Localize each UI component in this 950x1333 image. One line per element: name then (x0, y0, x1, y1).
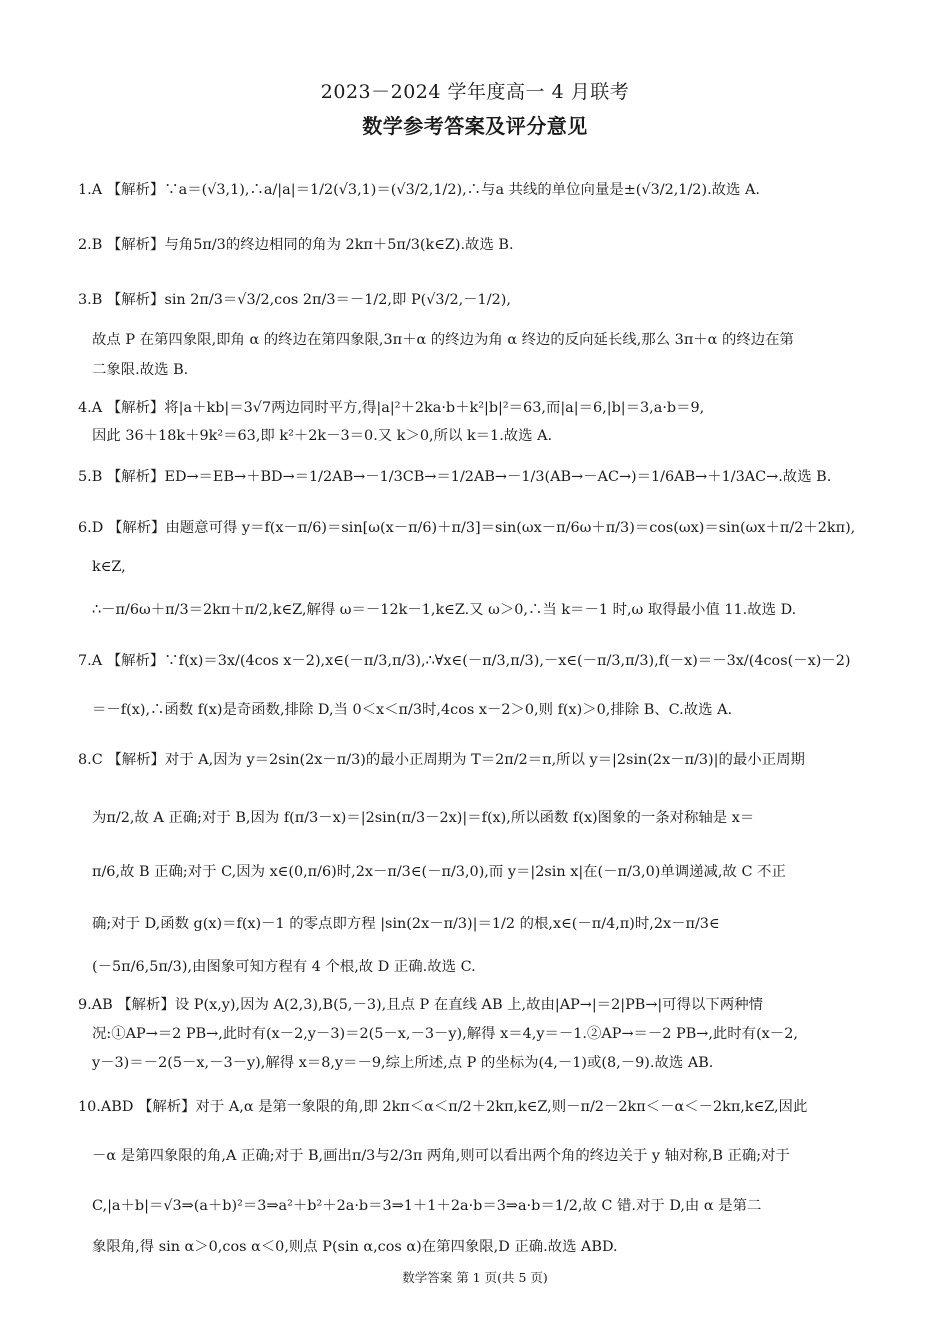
answer-2-line-1: 2.B 【解析】与角5π/3的终边相同的角为 2kπ＋5π/3(k∈Z).故选 B. (78, 237, 514, 253)
answer-4-line-1: 4.A 【解析】将|a＋kb|＝3√7两边同时平方,得|a|²＋2ka·b＋k²|b|²＝63,而|a|＝6,|b|＝3,a·b＝9, (78, 400, 705, 416)
answer-6-line-2: k∈Z, (92, 559, 126, 575)
answer-10-line-3: C,|a＋b|＝√3⇒(a＋b)²＝3⇒a²＋b²＋2a·b＝3⇒1＋1＋2a·b＝3⇒a·b＝1/2,故 C 错.对于 D,由 α 是第二 (92, 1198, 762, 1214)
answer-9-line-1: 9.AB 【解析】设 P(x,y),因为 A(2,3),B(5,－3),且点 P 在直线 AB 上,故由|AP→|＝2|PB→|可得以下两种情 (78, 997, 763, 1013)
answer-3-line-2: 故点 P 在第四象限,即角 α 的终边在第四象限,3π＋α 的终边为角 α 终边的反向延长线,那么 3π＋α 的终边在第 (92, 332, 794, 348)
page-footer: 数学答案 第 1 页(共 5 页) (402, 1270, 548, 1285)
answer-8-line-4: 确;对于 D,函数 g(x)＝f(x)－1 的零点即方程 |sin(2x－π/3)|＝1/2 的根,x∈(－π/4,π)时,2x－π/3∈ (92, 916, 720, 932)
answer-4-line-2: 因此 36＋18k＋9k²＝63,即 k²＋2k－3＝0.又 k＞0,所以 k＝1.故选 A. (92, 428, 553, 444)
answer-10-line-2: －α 是第四象限的角,A 正确;对于 B,画出π/3与2/3π 两角,则可以看出两个角的终边关于 y 轴对称,B 正确;对于 (92, 1148, 790, 1164)
answer-8-line-2: 为π/2,故 A 正确;对于 B,因为 f(π/3－x)＝|2sin(π/3－2x)|＝f(x),所以函数 f(x)图象的一条对称轴是 x＝ (92, 810, 755, 826)
answer-8-line-5: (－5π/6,5π/3),由图象可知方程有 4 个根,故 D 正确.故选 C. (92, 959, 476, 975)
answer-8-line-1: 8.C 【解析】对于 A,因为 y＝2sin(2x－π/3)的最小正周期为 T＝2π/2＝π,所以 y＝|2sin(2x－π/3)|的最小正周期 (78, 752, 805, 768)
answer-5-line-1: 5.B 【解析】ED→＝EB→＋BD→＝1/2AB→－1/3CB→＝1/2AB→－1/3(AB→－AC→)＝1/6AB→＋1/3AC→.故选 B. (78, 469, 832, 485)
answer-7-line-1: 7.A 【解析】∵f(x)＝3x/(4cos x－2),x∈(－π/3,π/3),∴∀x∈(－π/3,π/3),－x∈(－π/3,π/3),f(－x)＝－3x/(4cos(－x)－2) (78, 653, 851, 669)
answer-9-line-3: y－3)＝－2(5－x,－3－y),解得 x＝8,y＝－9,综上所述,点 P 的坐标为(4,－1)或(8,－9).故选 AB. (92, 1055, 714, 1071)
document-subtitle: 数学参考答案及评分意见 (362, 114, 588, 138)
answer-7-line-2: ＝－f(x),∴函数 f(x)是奇函数,排除 D,当 0＜x＜π/3时,4cos x－2＞0,则 f(x)＞0,排除 B、C.故选 A. (92, 702, 733, 718)
answer-8-line-3: π/6,故 B 正确;对于 C,因为 x∈(0,π/6)时,2x－π/3∈(－π/3,0),而 y＝|2sin x|在(－π/3,0)单调递减,故 C 不正 (92, 864, 786, 880)
answer-3-line-1: 3.B 【解析】sin 2π/3＝√3/2,cos 2π/3＝－1/2,即 P(√3/2,－1/2), (78, 292, 511, 308)
answer-1-line-1: 1.A 【解析】∵a＝(√3,1),∴a/|a|＝1/2(√3,1)＝(√3/2,1/2),∴与a 共线的单位向量是±(√3/2,1/2).故选 A. (78, 182, 760, 198)
document-title: 2023－2024 学年度高一 4 月联考 (320, 81, 630, 103)
answer-6-line-1: 6.D 【解析】由题意可得 y＝f(x－π/6)＝sin[ω(x－π/6)＋π/3]＝sin(ωx－π/6ω＋π/3)＝cos(ωx)＝sin(ωx＋π/2＋2kπ), (78, 520, 856, 536)
answer-3-line-3: 二象限.故选 B. (92, 362, 189, 378)
answer-9-line-2: 况:①AP→＝2 PB→,此时有(x－2,y－3)＝2(5－x,－3－y),解得 x＝4,y＝－1.②AP→＝－2 PB→,此时有(x－2, (92, 1026, 798, 1042)
answer-10-line-4: 象限角,得 sin α＞0,cos α＜0,则点 P(sin α,cos α)在第四象限,D 正确.故选 ABD. (92, 1239, 618, 1255)
answer-6-line-3: ∴－π/6ω＋π/3＝2kπ＋π/2,k∈Z,解得 ω＝－12k－1,k∈Z.又 ω＞0,∴当 k＝－1 时,ω 取得最小值 11.故选 D. (92, 602, 797, 618)
answer-10-line-1: 10.ABD 【解析】对于 A,α 是第一象限的角,即 2kπ＜α＜π/2＋2kπ,k∈Z,则－π/2－2kπ＜－α＜－2kπ,k∈Z,因此 (78, 1099, 808, 1115)
